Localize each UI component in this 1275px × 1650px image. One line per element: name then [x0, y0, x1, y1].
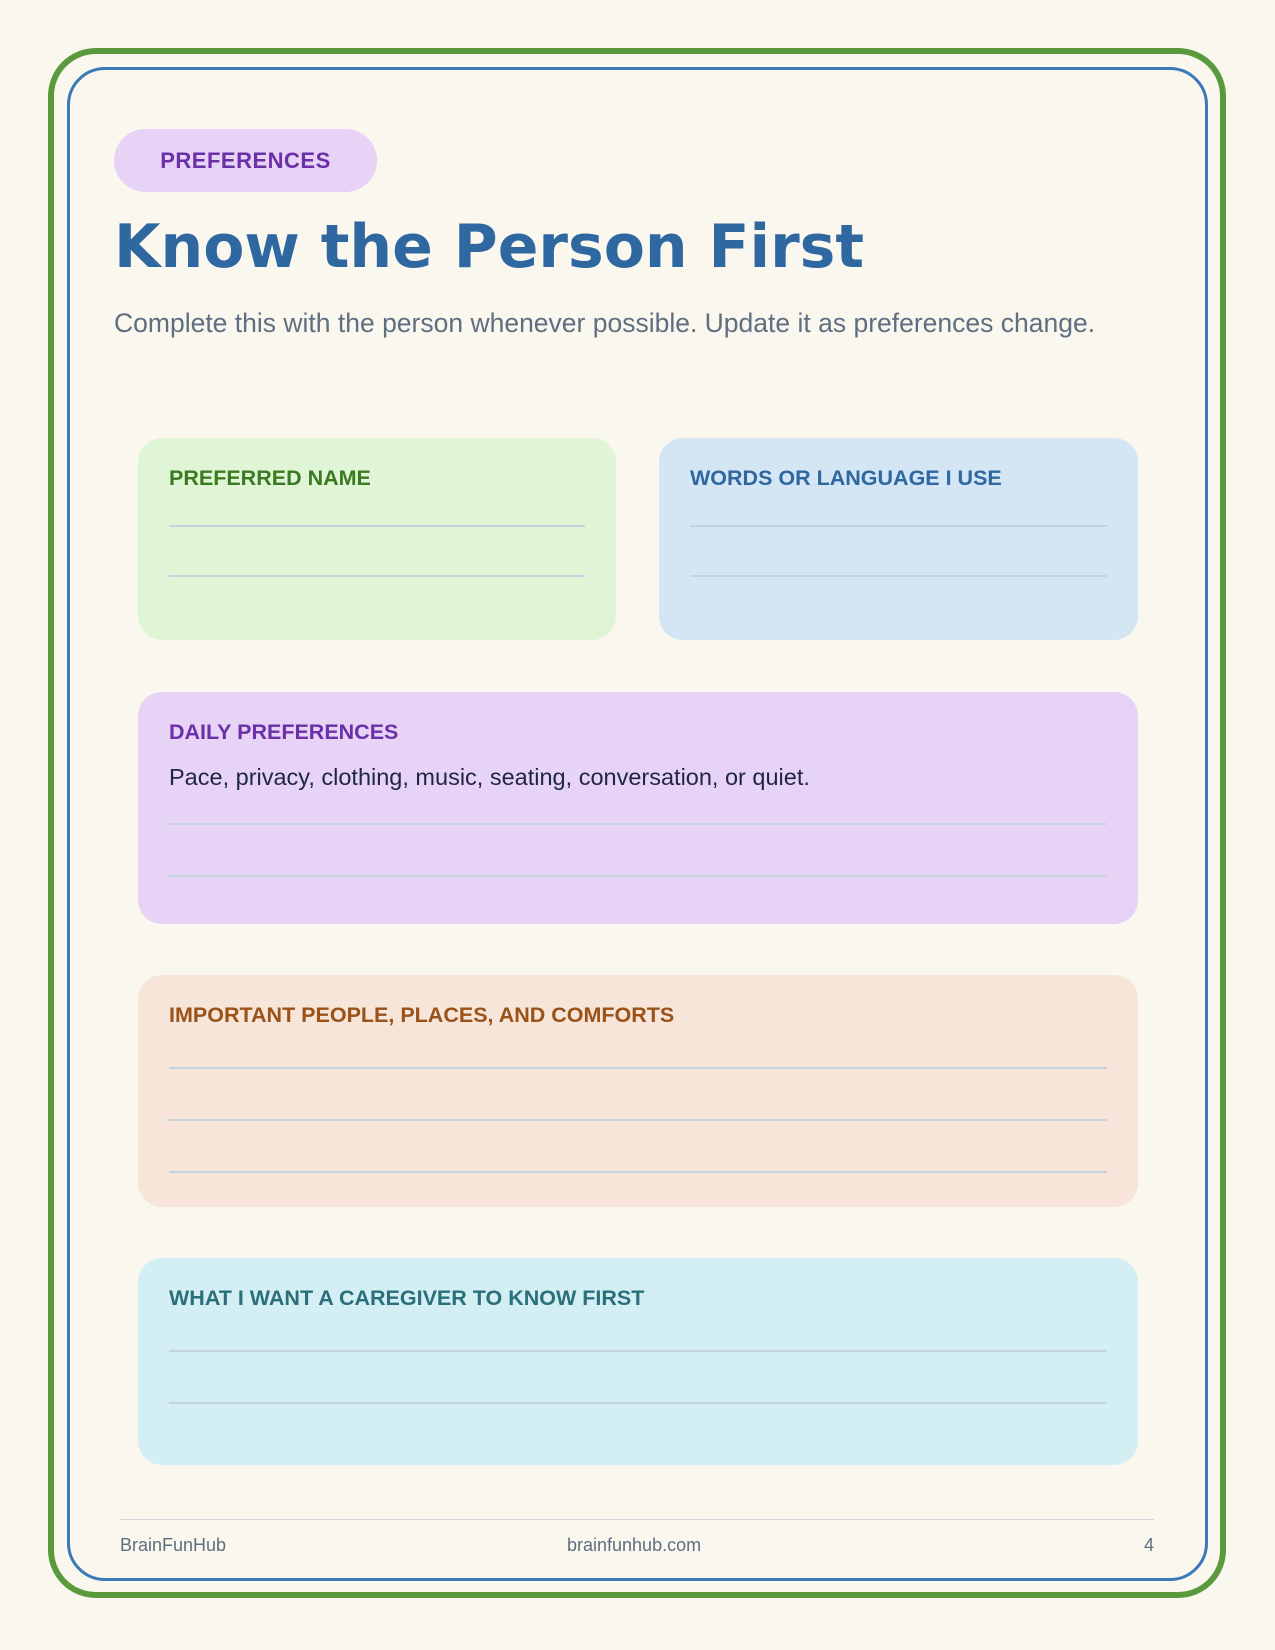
words-language-write-line[interactable] [690, 525, 1107, 527]
section-label-pill [114, 129, 377, 192]
preferred-name-write-line[interactable] [169, 525, 585, 527]
footer-brand: BrainFunHub [120, 1535, 227, 1555]
important-people-card [138, 975, 1138, 1207]
caregiver-know-card [138, 1258, 1138, 1465]
important-people-write-line[interactable] [169, 1067, 1107, 1069]
daily-preferences-hint: Pace, privacy, clothing, music, seating, conversation, or quiet. [169, 764, 810, 790]
important-people-title: IMPORTANT PEOPLE, PLACES, AND COMFORTS [169, 1003, 675, 1027]
important-people-write-line[interactable] [169, 1171, 1107, 1173]
preferred-name-title: PREFERRED NAME [169, 466, 371, 490]
preferred-name-card [138, 438, 616, 640]
page-title: Know the Person First [114, 212, 865, 282]
footer-page-number: 4 [1143, 1535, 1154, 1555]
daily-preferences-card [138, 692, 1138, 924]
words-language-title: WORDS OR LANGUAGE I USE [690, 466, 1002, 490]
daily-preferences-write-line[interactable] [169, 823, 1107, 825]
page-subtitle: Complete this with the person whenever possible. Update it as preferences change. [114, 308, 1096, 338]
important-people-write-line[interactable] [169, 1119, 1107, 1121]
footer-site: brainfunhub.com [567, 1535, 702, 1555]
caregiver-know-write-line[interactable] [169, 1350, 1107, 1352]
caregiver-know-title: WHAT I WANT A CAREGIVER TO KNOW FIRST [169, 1286, 645, 1310]
words-language-card [659, 438, 1138, 640]
caregiver-know-write-line[interactable] [169, 1402, 1107, 1404]
footer-divider [120, 1519, 1154, 1520]
daily-preferences-title: DAILY PREFERENCES [169, 720, 399, 744]
preferred-name-write-line[interactable] [169, 575, 585, 577]
daily-preferences-write-line[interactable] [169, 875, 1107, 877]
words-language-write-line[interactable] [690, 575, 1107, 577]
section-label: PREFERENCES [160, 147, 331, 173]
